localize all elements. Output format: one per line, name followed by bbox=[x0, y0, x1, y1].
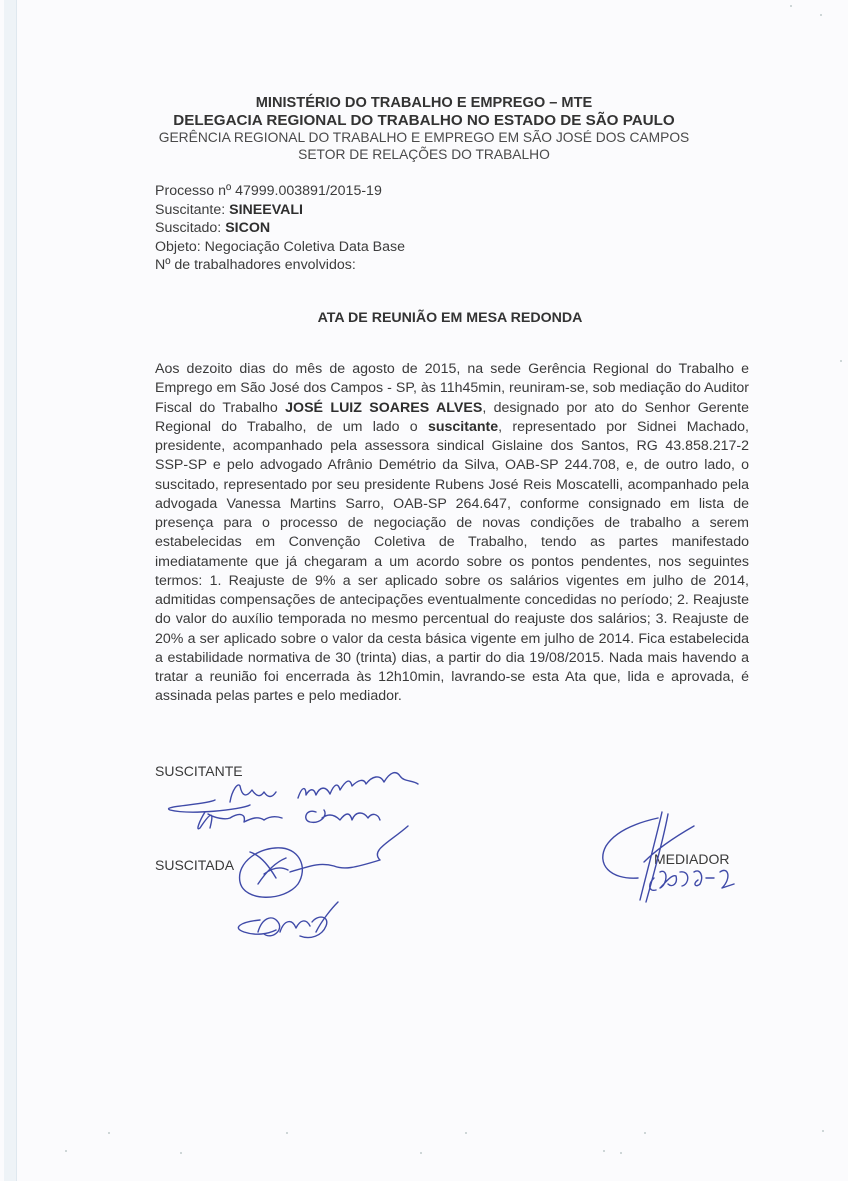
suscitante-word: suscitante bbox=[427, 418, 499, 435]
suscitado-line bbox=[155, 219, 405, 238]
objeto-line: Objeto: Negociação Coletiva Data Base bbox=[155, 238, 405, 255]
header-delegacia: DELEGACIA REGIONAL DO TRABALHO NO ESTADO DE SÃO PAULO bbox=[173, 112, 675, 129]
paragraph-part-2: , designado por ato do Senhor Gerente Regional do Trabalho, de um lado o bbox=[155, 399, 749, 435]
header-ministry: MINISTÉRIO DO TRABALHO E EMPREGO – MTE bbox=[255, 95, 593, 111]
process-meta bbox=[155, 182, 405, 275]
header-setor: SETOR DE RELAÇÕES DO TRABALHO bbox=[298, 147, 550, 162]
trabalhadores-line: Nº de trabalhadores envolvidos: bbox=[155, 257, 356, 273]
suscitante-label: Suscitante: bbox=[155, 201, 230, 218]
document-header bbox=[0, 95, 848, 163]
mediador-signature-label: MEDIADOR bbox=[654, 851, 730, 867]
paragraph-part-1: Aos dezoito dias do mês de agosto de 2015, na sede Gerência Regional do Trabalho e Emprego em São José dos Campos - SP, às 11h45min, reuniram-se, sob mediação do Auditor Fiscal do Trabalho bbox=[155, 361, 749, 416]
document-title: ATA DE REUNIÃO EM MESA REDONDA bbox=[317, 310, 583, 326]
minutes-paragraph bbox=[155, 360, 749, 707]
suscitado-label: Suscitado: bbox=[155, 220, 226, 236]
suscitado-value: SICON bbox=[225, 220, 271, 236]
header-gerencia: GERÊNCIA REGIONAL DO TRABALHO E EMPREGO EM SÃO JOSÉ DOS CAMPOS bbox=[158, 130, 690, 145]
suscitante-value: SINEEVALI bbox=[229, 201, 303, 218]
suscitante-signature-label: SUSCITANTE bbox=[155, 763, 243, 779]
paragraph-part-3: , representado por Sidnei Machado, presidente, acompanhado pela assessora sindical Gislaine dos Santos, RG 43.858.217-2 SSP-SP e pelo advogado Afrânio Demétrio da Silva, OAB-SP 244.708, e, de outro lado, o suscitado, representado por seu presidente Rubens José Reis Moscatelli, acompanhado pela advogada Vanessa Martins Sarro, OAB-SP 264.647, conforme consignado em lista de presença para o processo de negociação de novas condições de trabalho a serem estabelecidas em Convenção Coletiva de Trabalho, tendo as partes manifestado imediatamente que já chegaram a um acordo sobre os pontos pendentes, nos seguintes termos: 1. Reajuste de 9% a ser aplicado sobre os salários vigentes em julho de 2014, admitidas compensações de antecipações eventualmente concedidas no período; 2. Reajuste do valor do auxílio temporada no mesmo percentual do reajuste dos salários; 3. Reajuste de 20% a ser aplicado sobre o valor da cesta básica vigente em julho de 2014. Fica estabelecida a estabilidade normativa de 30 (trinta) dias, a partir do dia 19/08/2015. Nada mais havendo a tratar a reunião foi encerrada às 12h10min, lavrando-se esta Ata que, lida e aprovada, é assinada pelas partes e pelo mediador. bbox=[155, 418, 749, 705]
auditor-name: JOSÉ LUIZ SOARES ALVES bbox=[285, 399, 483, 416]
process-number: Processo nº 47999.003891/2015-19 bbox=[155, 183, 382, 199]
suscitante-line bbox=[155, 201, 405, 220]
scan-edge bbox=[4, 0, 17, 1181]
suscitada-signature-label: SUSCITADA bbox=[155, 857, 235, 873]
